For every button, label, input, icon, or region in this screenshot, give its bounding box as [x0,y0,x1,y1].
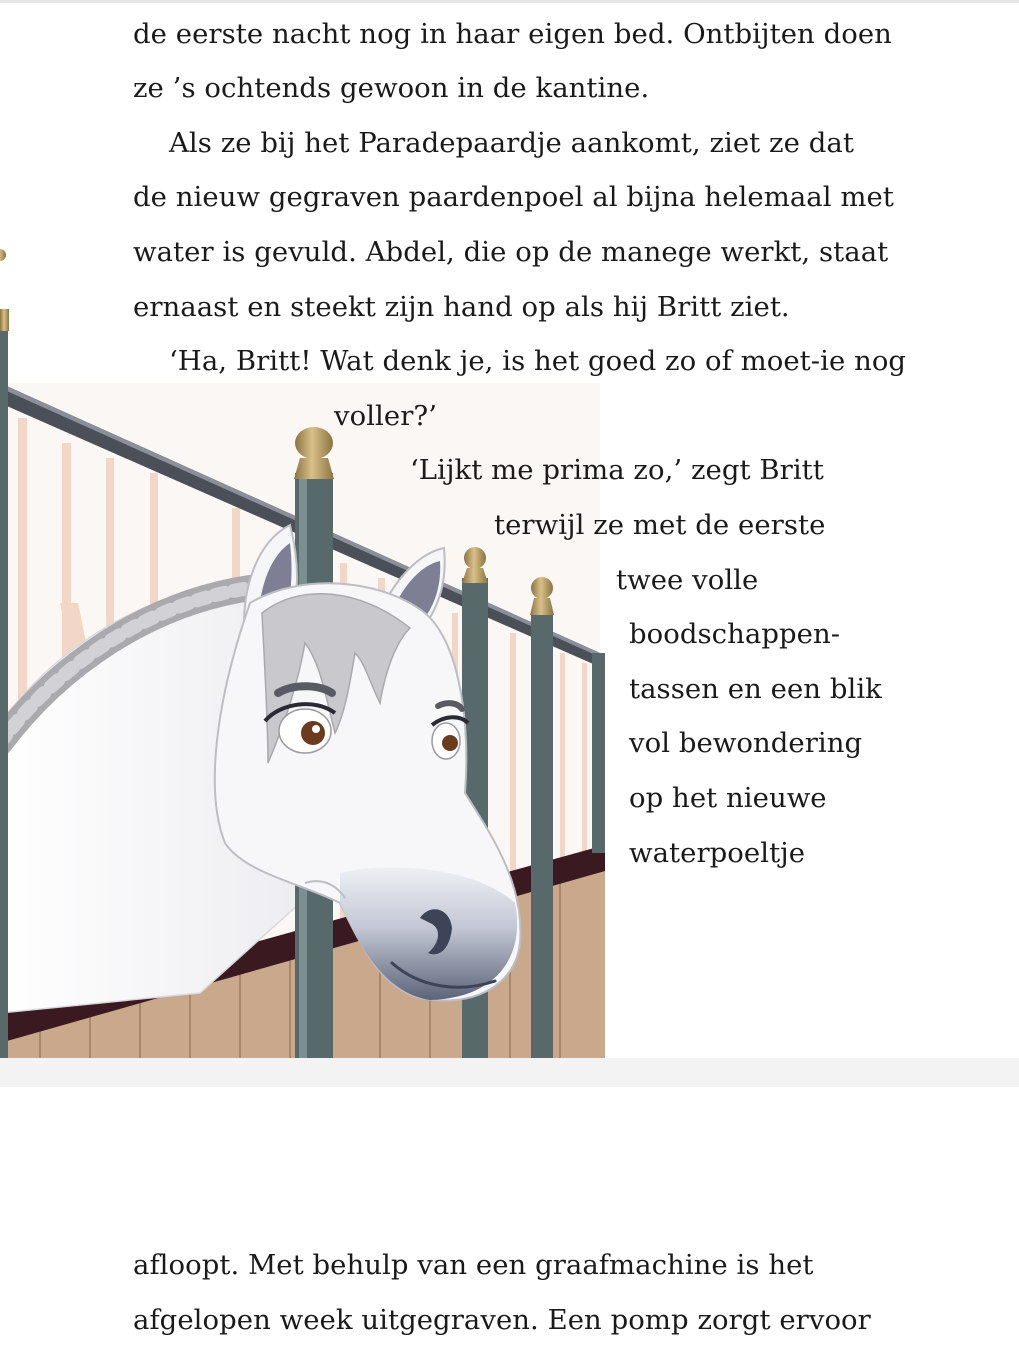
page-separator [0,1058,1019,1087]
text-line-p2-2: afgelopen week uitgegraven. Een pomp zorgt ervoor [133,1304,871,1336]
text-line-1: de eerste nacht nog in haar eigen bed. Ontbijten doen [133,18,892,50]
book-page-1[interactable] [0,3,1019,1058]
text-line-13: tassen en een blik [629,673,882,705]
text-line-10: terwijl ze met de eerste [494,509,826,541]
text-line-7: ‘Ha, Britt! Wat denk je, is het goed zo of moet-ie nog [169,345,907,377]
text-line-p2-1: afloopt. Met behulp van een graafmachine is het [133,1249,814,1281]
text-line-12: boodschappen- [629,618,841,650]
text-line-11: twee volle [616,564,759,596]
horse-stable-illustration [0,208,610,1058]
text-line-3: Als ze bij het Paradepaardje aankomt, ziet ze dat [169,127,854,159]
text-line-9: ‘Lijkt me prima zo,’ zegt Britt [410,454,824,486]
text-line-16: waterpoeltje [629,837,806,869]
text-line-14: vol bewondering [629,727,863,759]
text-line-6: ernaast en steekt zijn hand op als hij Britt ziet. [133,291,790,323]
text-line-8: voller?’ [334,400,437,432]
text-line-2: ze ’s ochtends gewoon in de kantine. [133,72,650,104]
text-line-5: water is gevuld. Abdel, die op de manege werkt, staat [133,236,889,268]
book-page-2[interactable] [0,1087,1019,1363]
text-line-4: de nieuw gegraven paardenpoel al bijna helemaal met [133,181,894,213]
text-line-15: op het nieuwe [629,782,827,814]
